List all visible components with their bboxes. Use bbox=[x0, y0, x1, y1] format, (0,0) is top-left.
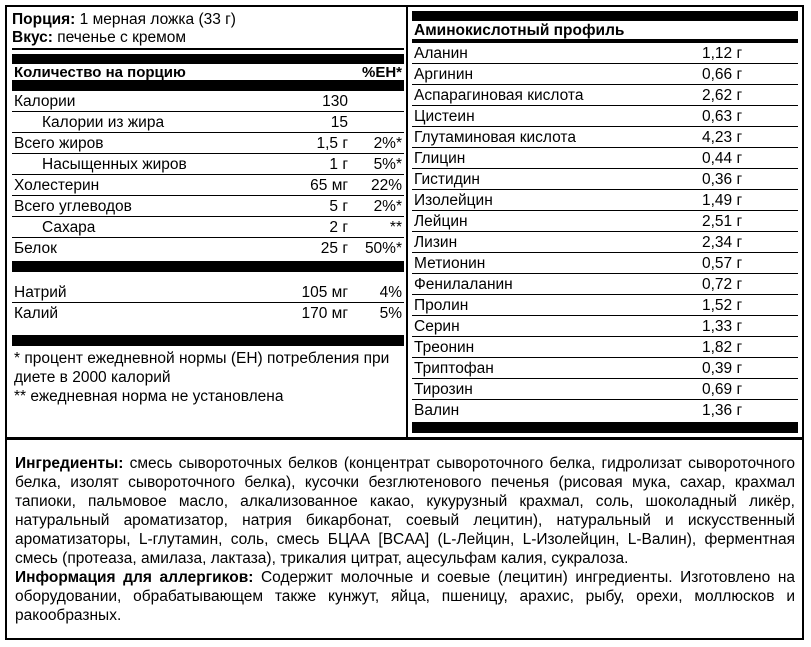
amino-row bbox=[412, 85, 798, 106]
nutrient-amount: 5 г bbox=[329, 198, 348, 215]
flavor-line bbox=[12, 29, 404, 47]
divider-thick bbox=[412, 11, 798, 21]
mineral-amount: 170 мг bbox=[301, 305, 348, 322]
amino-row bbox=[412, 358, 798, 379]
amino-name: Глутаминовая кислота bbox=[414, 129, 576, 146]
divider-thin bbox=[12, 48, 404, 50]
flavor-label: Вкус: bbox=[12, 29, 53, 46]
mineral-pct: 4% bbox=[379, 284, 402, 301]
nutrient-pct: 50%* bbox=[364, 240, 402, 257]
amino-value: 0,72 г bbox=[702, 276, 743, 293]
nutrient-row bbox=[12, 133, 404, 154]
mineral-pct: 5% bbox=[379, 305, 402, 322]
amino-name: Глицин bbox=[414, 150, 466, 167]
mineral-row bbox=[12, 282, 404, 303]
allergen-label: Информация для аллергиков: bbox=[15, 569, 254, 586]
nutrient-amount: 1,5 г bbox=[316, 135, 348, 152]
amino-row bbox=[412, 337, 798, 358]
amino-value: 2,34 г bbox=[702, 234, 743, 251]
amino-name: Аспарагиновая кислота bbox=[414, 87, 584, 104]
amino-value: 0,69 г bbox=[702, 381, 743, 398]
nutrient-pct: 5%* bbox=[373, 156, 402, 173]
amino-value: 0,36 г bbox=[702, 171, 743, 188]
amino-value: 0,44 г bbox=[702, 150, 743, 167]
divider-thick bbox=[12, 335, 404, 346]
allergen-paragraph bbox=[15, 568, 795, 625]
nutrient-name: Калории bbox=[14, 93, 76, 110]
amino-value: 2,51 г bbox=[702, 213, 743, 230]
mineral-amount: 105 мг bbox=[301, 284, 348, 301]
amino-row bbox=[412, 127, 798, 148]
nutrient-pct: 22% bbox=[370, 177, 402, 194]
amino-value: 0,63 г bbox=[702, 108, 743, 125]
amino-profile-title: Аминокислотный профиль bbox=[412, 21, 798, 40]
amino-name: Аргинин bbox=[414, 66, 474, 83]
nutrient-amount: 130 bbox=[322, 93, 348, 110]
serving-label: Порция: bbox=[12, 11, 76, 28]
amino-name: Лейцин bbox=[414, 213, 468, 230]
amino-value: 0,57 г bbox=[702, 255, 743, 272]
amino-name: Фенилаланин bbox=[414, 276, 513, 293]
nutrient-row bbox=[12, 238, 404, 259]
amino-name: Треонин bbox=[414, 339, 475, 356]
amino-name: Изолейцин bbox=[414, 192, 493, 209]
nutrient-amount: 25 г bbox=[320, 240, 348, 257]
nutrient-name: Калории из жира bbox=[42, 114, 165, 131]
nutrient-row bbox=[12, 112, 404, 133]
amino-row bbox=[412, 43, 798, 64]
mineral-name: Калий bbox=[14, 305, 59, 322]
nutrient-name: Насыщенных жиров bbox=[42, 156, 187, 173]
nutrient-name: Всего углеводов bbox=[14, 198, 132, 215]
nutrient-pct: 2%* bbox=[373, 198, 402, 215]
nutrient-amount: 1 г bbox=[329, 156, 348, 173]
nutrient-list bbox=[12, 91, 404, 259]
amino-row bbox=[412, 232, 798, 253]
amino-row bbox=[412, 295, 798, 316]
amino-row bbox=[412, 379, 798, 400]
amino-row bbox=[412, 211, 798, 232]
ingredients-paragraph bbox=[15, 454, 795, 568]
amino-name: Тирозин bbox=[414, 381, 473, 398]
amino-value: 4,23 г bbox=[702, 129, 743, 146]
amino-row bbox=[412, 253, 798, 274]
nutrient-amount: 65 мг bbox=[310, 177, 348, 194]
amino-name: Гистидин bbox=[414, 171, 480, 188]
nutrient-name: Всего жиров bbox=[14, 135, 104, 152]
amino-value: 0,66 г bbox=[702, 66, 743, 83]
mineral-row bbox=[12, 303, 404, 324]
section-divider bbox=[7, 437, 802, 440]
footnote-daily-value: * процент ежедневной нормы (ЕН) потребления при диете в 2000 калорий bbox=[14, 350, 390, 386]
amino-row bbox=[412, 106, 798, 127]
amino-row bbox=[412, 64, 798, 85]
amino-acid-panel bbox=[412, 11, 798, 437]
ingredients-section bbox=[15, 454, 795, 625]
amino-name: Валин bbox=[414, 402, 460, 419]
nutrient-row bbox=[12, 154, 404, 175]
column-divider bbox=[406, 7, 408, 437]
amino-name: Лизин bbox=[414, 234, 458, 251]
nutrient-row bbox=[12, 217, 404, 238]
ingredients-text: смесь сывороточных белков (концентрат сывороточного белка, гидролизат сывороточного белка, изолят сывороточного белка), кусочки безглютенового печенья (рисовая мука, сахар, крахмал тапиоки, пальмовое масло, алкализованное какао, кукурузный крахмал, соль, шоколадный ликёр, натуральный ароматизатор, натрия бикарбонат, соевый лецитин), натуральный и искусственный ароматизаторы, L-глутамин, соль, смесь БЦАА [BCAA] (L-Лейцин, L-Изолейцин, L-Валин), ферментная смесь (протеаза, амилаза, лактаза), трикалия цитрат, ацесульфам калия, сукралоза. bbox=[15, 455, 796, 567]
nutrition-facts-panel bbox=[12, 11, 404, 437]
nutrient-amount: 2 г bbox=[329, 219, 348, 236]
amino-value: 0,39 г bbox=[702, 360, 743, 377]
amino-row bbox=[412, 274, 798, 295]
nutrient-name: Холестерин bbox=[14, 177, 100, 194]
amino-value: 2,62 г bbox=[702, 87, 743, 104]
nutrient-pct: ** bbox=[389, 219, 402, 236]
amino-value: 1,12 г bbox=[702, 45, 743, 62]
nutrient-amount: 15 bbox=[330, 114, 348, 131]
footnote-no-daily-value: ** ежедневная норма не установлена bbox=[14, 388, 284, 405]
amino-row bbox=[412, 190, 798, 211]
amino-row bbox=[412, 400, 798, 421]
amino-value: 1,52 г bbox=[702, 297, 743, 314]
ingredients-label: Ингредиенты: bbox=[15, 455, 124, 472]
amino-value: 1,49 г bbox=[702, 192, 743, 209]
supplement-facts-label bbox=[5, 5, 804, 640]
amino-name: Цистеин bbox=[414, 108, 475, 125]
amino-name: Серин bbox=[414, 318, 460, 335]
nutrient-pct: 2%* bbox=[373, 135, 402, 152]
nutrient-name: Белок bbox=[14, 240, 57, 257]
amino-row bbox=[412, 169, 798, 190]
divider-thick bbox=[412, 422, 798, 433]
nutrient-row bbox=[12, 91, 404, 112]
amino-list bbox=[412, 43, 798, 421]
mineral-list bbox=[12, 282, 404, 324]
amino-row bbox=[412, 148, 798, 169]
nutrient-row bbox=[12, 196, 404, 217]
amino-name: Аланин bbox=[414, 45, 468, 62]
amino-row bbox=[412, 316, 798, 337]
top-section bbox=[7, 7, 802, 437]
nutrition-header bbox=[12, 64, 404, 81]
allergen-text: Содержит молочные и соевые (лецитин) ингредиенты. Изготовлено на оборудовании, обрабатывающем также кунжут, яйца, пшеницу, арахис, рыбу, орехи, моллюсков и ракообразных. bbox=[15, 569, 795, 624]
amino-value: 1,33 г bbox=[702, 318, 743, 335]
mineral-name: Натрий bbox=[14, 284, 67, 301]
divider-thick bbox=[12, 261, 404, 272]
amino-value: 1,36 г bbox=[702, 402, 743, 419]
serving-value: 1 мерная ложка (33 г) bbox=[79, 11, 236, 28]
amount-per-serving-heading: Количество на порцию bbox=[14, 64, 186, 81]
nutrient-row bbox=[12, 175, 404, 196]
serving-line bbox=[12, 11, 404, 29]
flavor-value: печенье с кремом bbox=[57, 29, 187, 46]
amino-name: Пролин bbox=[414, 297, 469, 314]
amino-name: Метионин bbox=[414, 255, 486, 272]
divider-thick bbox=[12, 54, 404, 64]
divider-thick bbox=[12, 81, 404, 91]
amino-name: Триптофан bbox=[414, 360, 494, 377]
nutrient-name: Сахара bbox=[42, 219, 96, 236]
daily-value-heading: %ЕН* bbox=[361, 64, 402, 81]
amino-value: 1,82 г bbox=[702, 339, 743, 356]
